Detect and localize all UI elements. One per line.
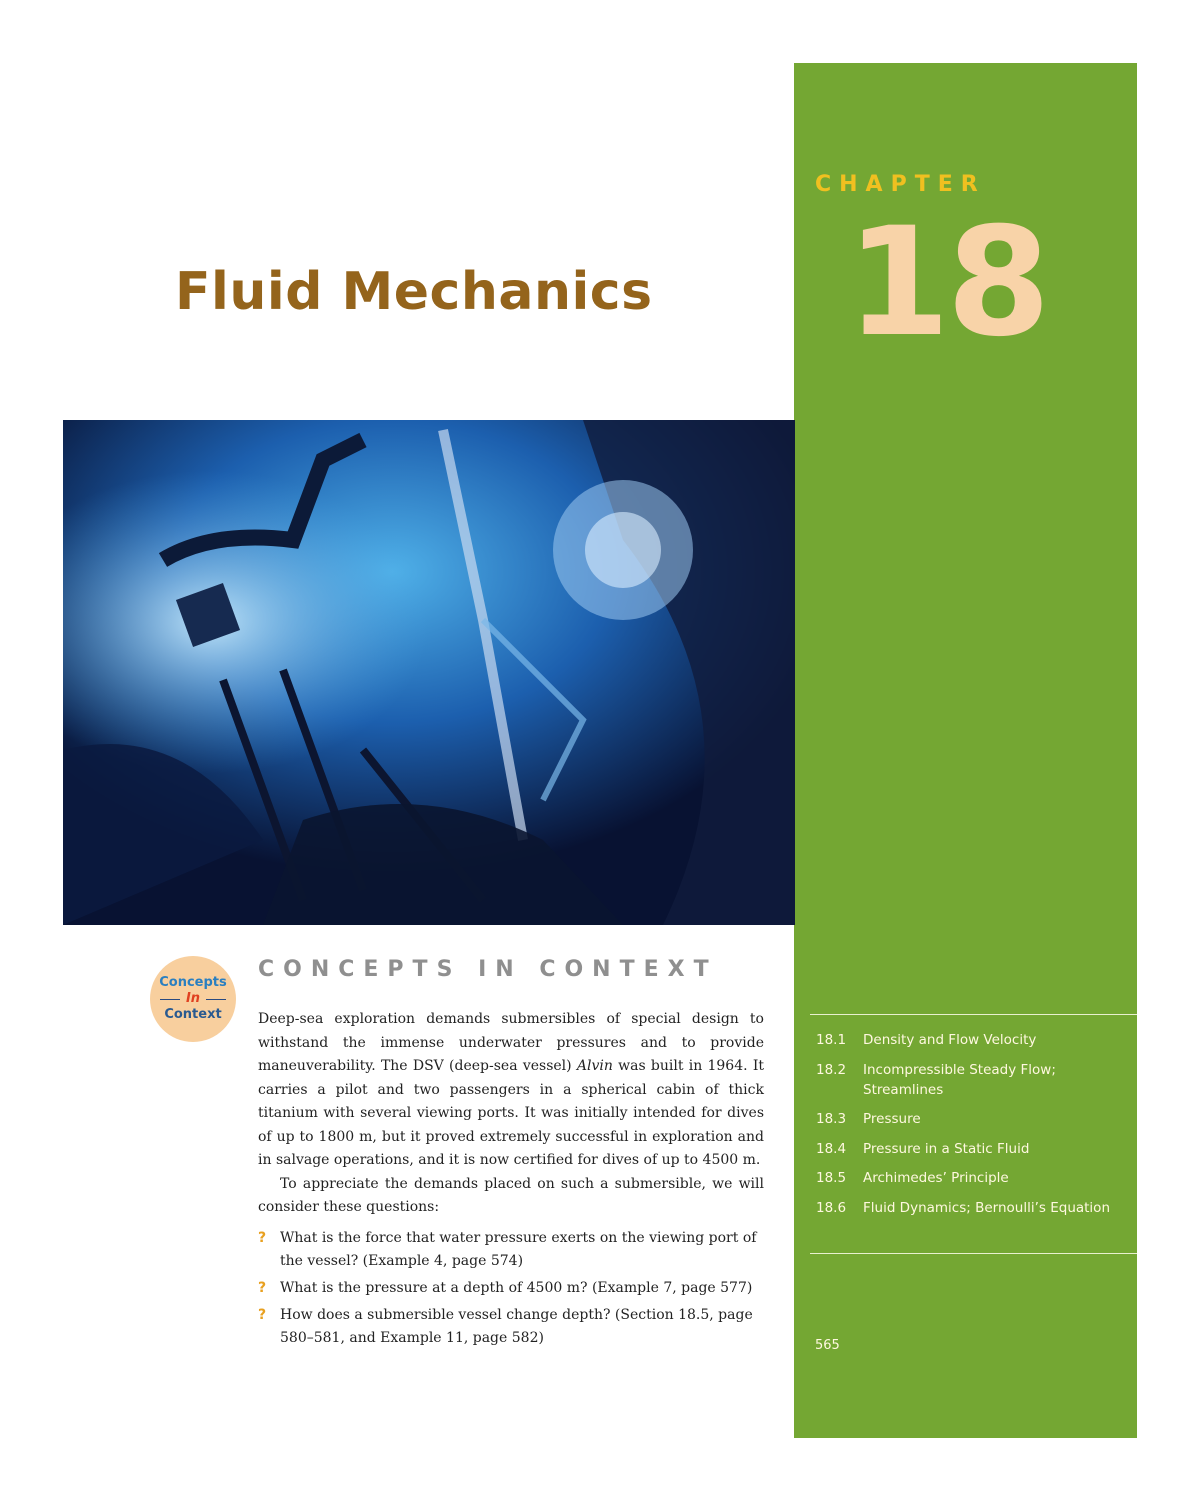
concepts-body <box>258 1008 764 1220</box>
toc-label: Archimedes’ Principle <box>863 1170 1009 1186</box>
question-item <box>258 1227 758 1273</box>
toc-number: 18.4 <box>816 1140 847 1157</box>
vessel-name: Alvin <box>576 1058 613 1074</box>
toc-item <box>816 1030 1116 1050</box>
toc-label: Pressure <box>863 1111 921 1127</box>
toc-label: Pressure in a Static Fluid <box>863 1140 1030 1157</box>
toc-label: Incompressible Steady Flow; Streamlines <box>863 1061 1056 1098</box>
toc-bottom-rule <box>810 1253 1137 1254</box>
question-item <box>258 1304 758 1350</box>
toc-number: 18.1 <box>816 1032 847 1048</box>
intro-text-end: was built in 1964. It carries a pilot and two passengers in a spherical cabin of thick titanium with several viewing ports. It was initially intended for dives of up to 1800 m, but it proved extremely successful in exploration and in salvage operations, and it is now certified for dives of up to 4500 m. <box>258 1058 764 1168</box>
question-mark-icon: ? <box>258 1230 267 1246</box>
question-text: What is the force that water pressure exerts on the viewing port of the vessel? (Example 4, page 574) <box>280 1230 757 1269</box>
toc-item <box>816 1198 1116 1218</box>
question-mark-icon: ? <box>258 1307 267 1323</box>
intro-paragraph <box>258 1008 764 1173</box>
question-mark-icon: ? <box>258 1280 267 1296</box>
toc-label: Density and Flow Velocity <box>863 1032 1037 1048</box>
badge-line-context: Context <box>164 1007 222 1022</box>
page-number: 565 <box>815 1338 840 1353</box>
concepts-heading: CONCEPTS IN CONTEXT <box>258 957 718 982</box>
chapter-title: Fluid Mechanics <box>175 262 653 322</box>
question-text: How does a submersible vessel change depth? (Section 18.5, page 580–581, and Example 11, page 582) <box>280 1307 753 1346</box>
toc-item <box>816 1109 1116 1129</box>
badge-line-in: In <box>150 991 236 1007</box>
toc-top-rule <box>810 1014 1137 1015</box>
toc-number: 18.3 <box>816 1111 847 1127</box>
intro-text-start: Deep-sea exploration demands submersibles of special design to withstand the immense underwater pressures and to provide maneuverability. The DSV (deep-sea vessel) <box>258 1011 764 1074</box>
toc-number: 18.2 <box>816 1061 847 1078</box>
toc-label: Fluid Dynamics; Bernoulli’s Equation <box>863 1199 1111 1216</box>
questions-lead-paragraph: To appreciate the demands placed on such a submersible, we will consider these questions: <box>258 1175 764 1215</box>
questions-list <box>258 1227 758 1354</box>
question-item <box>258 1277 758 1300</box>
concepts-in-context-badge <box>150 956 236 1042</box>
section-contents-list <box>816 1030 1116 1227</box>
toc-item <box>816 1139 1116 1159</box>
submersible-photo <box>63 420 795 925</box>
chapter-number: 18 <box>846 196 1047 370</box>
toc-item <box>816 1168 1116 1188</box>
toc-number: 18.5 <box>816 1170 847 1186</box>
question-text: What is the pressure at a depth of 4500 m? (Example 7, page 577) <box>280 1280 753 1296</box>
badge-line-concepts: Concepts <box>159 975 227 990</box>
toc-number: 18.6 <box>816 1199 847 1216</box>
toc-item <box>816 1060 1116 1100</box>
chapter-label: CHAPTER <box>815 172 986 197</box>
